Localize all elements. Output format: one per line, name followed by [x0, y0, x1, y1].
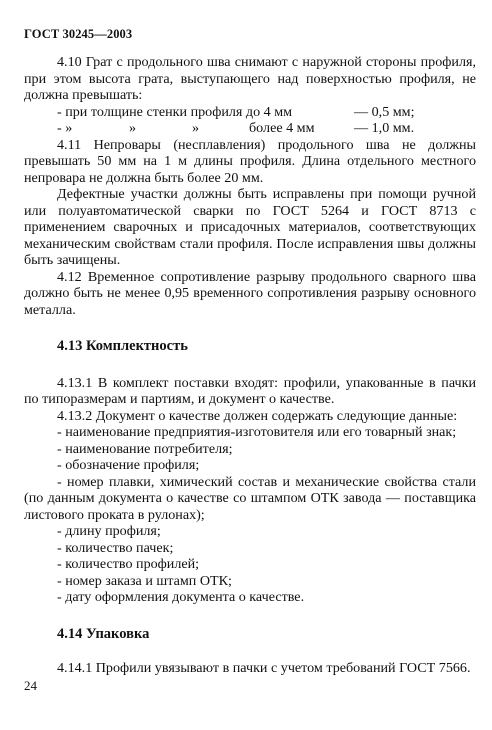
list-item: - номер заказа и штамп ОТК;	[57, 572, 232, 589]
thickness-row-2	[24, 120, 476, 137]
thickness-row-2-dash: - »	[57, 120, 73, 136]
list-item: - дату оформления документа о качестве.	[57, 589, 305, 605]
list-item: - длину профиля;	[57, 523, 161, 539]
list-item: - наименование предприятия-изготовителя или его товарный знак;	[57, 424, 457, 440]
thickness-row-2-ditto-2: »	[192, 120, 200, 136]
paragraph-4-13-1: 4.13.1 В комплект поставки входят: профили, упакованные в пачки по типоразмерам и партиям, и документ о качестве.	[24, 374, 476, 407]
paragraph-4-10: 4.10 Грат с продольного шва снимают с наружной стороны профиля, при этом высота грата, выступающего над поверхностью профиля, не должна превышать:	[24, 54, 476, 103]
paragraph-4-12: 4.12 Временное сопротивление разрыву продольного сварного шва должно быть не менее 0,95 временного сопротивления разрыву основного металла.	[24, 268, 476, 318]
thickness-row-1-value: — 0,5 мм;	[354, 103, 415, 120]
section-4-13-title: 4.13 Комплектность	[57, 338, 188, 354]
list-item: - количество профилей;	[57, 556, 200, 572]
list-item: - номер плавки, химический состав и механические свойства стали (по данным документа о качестве со штампом ОТК завода — поставщика листового проката в рулонах);	[24, 473, 476, 523]
document-header: ГОСТ 30245—2003	[24, 27, 133, 41]
section-4-14-title: 4.14 Упаковка	[57, 625, 150, 642]
page-number: 24	[24, 678, 37, 693]
list-item: - обозначение профиля;	[57, 457, 200, 473]
list-item: - наименование потребителя;	[57, 440, 233, 457]
list-item: - количество пачек;	[57, 539, 174, 556]
thickness-row-1	[24, 104, 476, 121]
thickness-row-2-text: более 4 мм	[249, 120, 315, 136]
paragraph-defects: Дефектные участки должны быть исправлены при помощи ручной или полуавтоматической сварки по ГОСТ 5264 и ГОСТ 8713 с применением сварочных и присадочных материалов, соответствующих механическим свойствам стали профиля. После исправления швы должны быть зачищены.	[24, 186, 476, 268]
paragraph-4-14-1: 4.14.1 Профили увязывают в пачки с учетом требований ГОСТ 7566.	[57, 660, 471, 676]
thickness-row-2-value: — 1,0 мм.	[354, 120, 415, 136]
thickness-row-2-ditto-1: »	[129, 120, 137, 136]
paragraph-4-11: 4.11 Непровары (несплавления) продольного шва не должны превышать 50 мм на 1 м длины профиля. Длина отдельного местного непровара не должна быть более 20 мм.	[24, 136, 476, 186]
document-body	[24, 54, 476, 677]
paragraph-4-13-2: 4.13.2 Документ о качестве должен содержать следующие данные:	[57, 407, 458, 424]
thickness-row-1-text: - при толщине стенки профиля до 4 мм	[57, 103, 293, 120]
